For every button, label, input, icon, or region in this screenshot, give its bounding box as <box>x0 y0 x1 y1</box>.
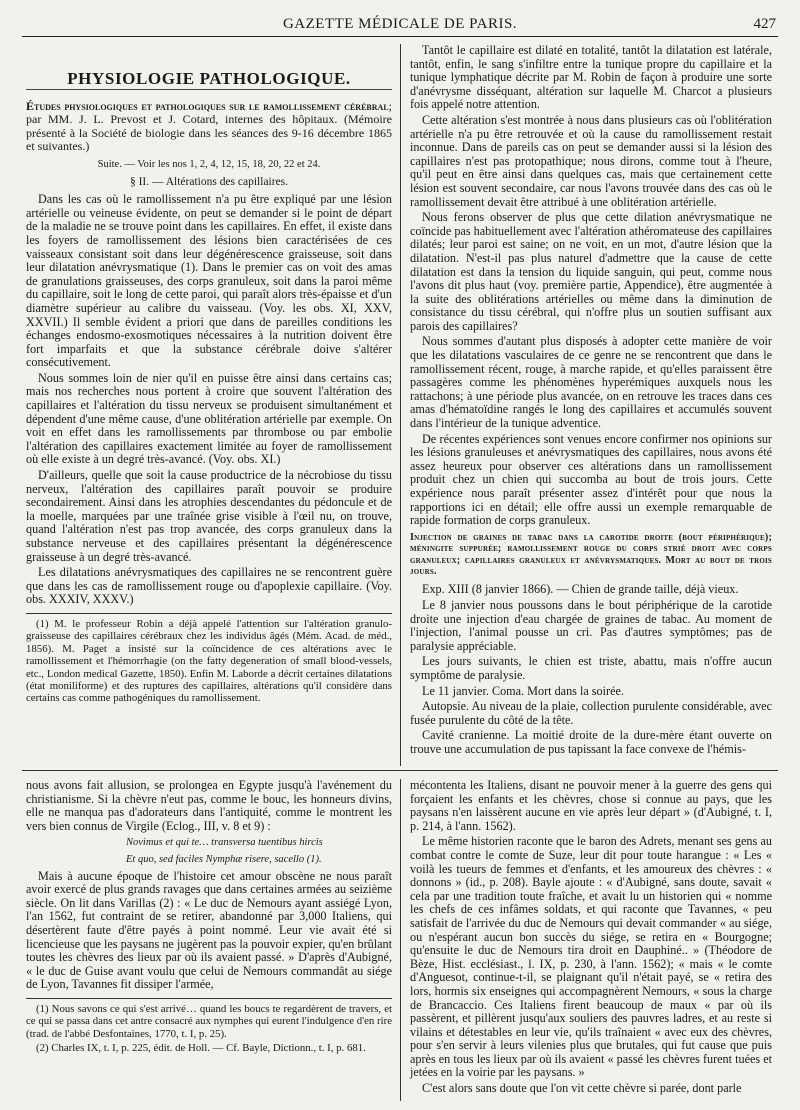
article-title <box>26 100 392 154</box>
column-divider-bottom <box>400 779 401 1101</box>
paragraph: D'ailleurs, quelle que soit la cause productrice de la nécrobiose du tissu nerveux, l'altération des capillaires paraît pouvoir se produire secondairement. Ainsi dans les atrophies descendantes du pédoncule et de la moelle, marquées par une traînée grise visible à l'œil nu, on trouve, quand l'altération n'est pas trop avancée, des corps granuleux dans la substance nerveuse et des capillaires présentant la dégénérescence graisseuse à un degré très-avancé. <box>26 468 392 564</box>
article-title-authors: ; par MM. J. L. Prevost et J. Cotard, internes des hôpitaux. (Mémoire présenté à la Société de biologie dans les séances des 9-16 décembre 1865 et suivantes.) <box>26 98 392 154</box>
paragraph: Nous sommes d'autant plus disposés à adopter cette manière de voir que les dilatations vasculaires de ce genre ne se rencontrent que dans le ramollissement récent, rouge, à marche rapide, et qu'elles paraissent être passagères comme les phénomènes hyperémiques auxquels nous les rattachons; à une période plus avancée, on en retrouve les traces dans ces amas d'hématoïdine rangés le long des capillaires et accumulés souvent dans l'intérieur de la tunique adventice. <box>410 334 772 431</box>
footnotes <box>26 1003 392 1055</box>
column-divider-top <box>400 44 401 766</box>
footnotes <box>26 618 392 705</box>
verse-line: Et quo, sed faciles Nymphæ risere, sacello (1). <box>126 853 322 865</box>
experiment-paragraph: Le 11 janvier. Coma. Mort dans la soirée. <box>422 683 624 698</box>
column-top-left <box>26 44 392 707</box>
journal-title: GAZETTE MÉDICALE DE PARIS. <box>282 16 518 32</box>
experiment-paragraph: Cavité cranienne. La moitié droite de la dure-mère étant ouverte on trouve une accumulation de pus tapissant la face convexe de l'hémis- <box>410 728 772 756</box>
paragraph: C'est alors sans doute que l'on vit cette chèvre si parée, dont parle <box>422 1081 742 1096</box>
paragraph: mécontenta les Italiens, disant ne pouvoir mener à la guerre des gens qui forçaient les enfants et les chèvres, chose si connue au pays, que les paysans n'en laissèrent aucune en vie après leur départ » (d'Aubigné, t. I, p. 214, à l'ann. 1562). <box>410 778 772 833</box>
verse-line: Novimus et qui te… transversa tuentibus hircis <box>126 837 323 849</box>
continuation-note: Suite. — Voir les nos 1, 2, 4, 12, 15, 18, 20, 22 et 24. <box>97 158 321 170</box>
paragraph: Tantôt le capillaire est dilaté en totalité, tantôt la dilatation est latérale, tantôt, enfin, le sang s'infiltre entre la tunique propre du capillaire et la tunique lymphatique décrite par M. Robin de façon à produire une sorte d'anévrysme disséquant, altération sur laquelle M. Charcot a plusieurs fois appelé notre attention. <box>410 43 772 112</box>
paragraph: Nous ferons observer de plus que cette dilation anévrysmatique ne coïncide pas habituellement avec l'altération athéromateuse des capillaires dilatés; leur paroi est saine; on ne voit, en un mot, d'autre lésion que la dilatation. N'est-il pas plus naturel d'admettre que la cause de cette dilatation est dans la tension du liquide sanguin, qui peut, comme nous l'avons dit plus haut (voy. première partie, Appendice), être augmentée à la suite des oblitérations artérielles ou même dans la diminution de consistance du tissu cérébral, qui n'offre plus un soutien suffisant aux parois des capillaires? <box>410 210 772 333</box>
paragraph: Le même historien raconte que le baron des Adrets, menant ses gens au combat contre le comte de Suze, leur dit pour toute harangue : « Les « voilà les tueurs de femmes et d'enfants, et les amoureux des chèvres : « donnons » (id., p. 208). Bayle ajoute : « d'Aubigné, sans doute, savait « cela par une tradition toute fraîche, et avait lu un historien qui « nomme les chefs de ces infâmes soldats, et qui raconte que Tavannes, « peu satisfait de l'arrivée du duc de Nemours qui devait commander « au siége, ou n'espérant aucun bon succès du siége, se retira en « Bourgogne; qu'ensuite le duc de Nemours tira droit en Dauphiné.. » (Théodore de Bèze, Hist. ecclésiast., l. IX, p. 230, à l'ann. 1562); « mais « le comte d'Anguesot, continue-t-il, se plaignant qu'il n'était payé, se « retira des lors, hormis six enseignes qui accompagnèrent Nemours, « sous la charge de Brancaccio. Ces Italiens firent beaucoup de maux « par où ils passèrent, et pillèrent jusqu'aux souliers des pauvres ladres, et au reste si vilains et détestables en leur vie, qu'ils traînaient « avec eux des chèvres, pour s'en servir à leurs vilenies plus que brutales, qui fut cause que puis après en tous les lieux par où ils avaient « passé les chèvres furent tuées et jetées en la voirie par les paysans. » <box>410 834 772 1080</box>
experiment-paragraph: Autopsie. Au niveau de la plaie, collection purulente considérable, avec fusée purulente du côté de la tête. <box>410 699 772 727</box>
paragraph: Dans les cas où le ramollissement n'a pu être expliqué par une lésion artérielle ou veineuse évidente, on peut se demander si le point de départ de la maladie ne se trouve point dans les capillaires. En effet, il existe dans les foyers de ramollissement des lésions bien caractérisées de ces vaisseaux consistant soit dans leur dégénérescence graisseuse, soit dans leur dilatation anévrysmatique (1). Dans le premier cas on voit des amas de granulations graisseuses, des corps granuleux, soit dans la paroi même du capillaire, soit le long de cette paroi, qui paraît alors très-épaisse et d'un diamètre supérieur au calibre du vaisseau. (Voy. les obs. XI, XXV, XXVII.) Il semble évident a priori que dans de pareilles conditions les échanges endosmo-exosmotiques nécessaires à la nutrition doivent être fort imparfaits et que la substance cérébrale doive s'altérer consécutivement. <box>26 192 392 370</box>
page-header <box>22 14 778 37</box>
paragraph: Les dilatations anévrysmatiques des capillaires ne se rencontrent guère que dans les cas de ramollissement rouge ou d'apoplexie capillaire. (Voy. obs. XXXIV, XXXV.) <box>26 565 392 607</box>
footnote: (1) Nous savons ce qui s'est arrivé… quand les boucs te regardèrent de travers, et ce qui se passa dans cet antre consacré aux nymphes qui eurent l'indulgence d'en rire (trad. de l'abbé Desfontaines, 1770, t. I, p. 25). <box>26 1002 392 1040</box>
experiment-paragraph: Les jours suivants, le chien est triste, abattu, mais n'offre aucun symptôme de paralysie. <box>410 654 772 682</box>
page-number: 427 <box>753 16 776 32</box>
footnote-rule <box>26 613 392 614</box>
column-bottom-right <box>410 779 772 1098</box>
column-bottom-left <box>26 779 392 1057</box>
section-title: PHYSIOLOGIE PATHOLOGIQUE. <box>26 72 392 90</box>
feuilleton-divider <box>22 770 778 771</box>
paragraph: De récentes expériences sont venues encore confirmer nos opinions sur les lésions granuleuses et anévrysmatiques des capillaires, nous avons été assez heureux pour observer ces altérations dans un ramollissement produit chez un chien qui succomba au bout de trois jours. Cette expérience nous paraît présenter assez d'intérêt pour que nous la rapportions ici en détail; elle offre aussi un exemple remarquable de rapide formation de corps granuleux. <box>410 431 772 528</box>
article-title-heading: Études physiologiques et pathologiques sur le ramollissement cérébral <box>26 98 389 113</box>
paragraph: Nous sommes loin de nier qu'il en puisse être ainsi dans certains cas; mais nos recherches nous portent à croire que souvent l'altération des capillaires et l'altération du tissu nerveux se produisent simultanément et dépendent d'une même cause, d'une oblitération artérielle par exemple. On voit en effet dans les ramollissements par thrombose ou par embolie l'altération des capillaires exactement limitée au foyer de ramollissement où elle existe à un degré très-avancé. (Voy. obs. XI.) <box>26 370 392 467</box>
footnote: (1) M. le professeur Robin a déjà appelé l'attention sur l'altération granulo-graisseuse des capillaires cérébraux chez les individus âgés (Mém. Acad. de méd., 1856). M. Paget a insisté sur la coïncidence de ces altérations avec le ramollissement et l'hémorrhagie (on the fatty degeneration of small blood-vessels, etc., London medical Gazette, 1850). Enfin M. Laborde a décrit certaines dilatations (état moniliforme) et des ruptures des capillaires, altérations qu'il considère dans certains cas comme pathogéniques du ramollissement. <box>26 617 392 705</box>
experiment-paragraph: Exp. XIII (8 janvier 1866). — Chien de grande taille, déjà vieux. <box>422 582 739 597</box>
paragraph: Mais à aucune époque de l'histoire cet amour obscène ne nous paraît avoir exercé de plus grands ravages que dans certaines armées au seizième siècle. On lit dans Varillas (2) : « Le duc de Nemours ayant assiégé Lyon, l'an 1562, fut contraint de se retirer, abandonné par 3,000 Italiens, qui désertèrent faute d'être payés à point nommé. Leur vie avait été si licencieuse que les paysans ne jugèrent pas la pouvoir expier, qu'en brûlant toutes les chèvres des lieux par où ils avaient passé. » D'après d'Aubigné, « le duc de Guise avant voulu que celui de Nemours commandât au siége de Lyon, Tavannes fit dissiper l'armée, <box>26 868 392 992</box>
experiment-heading: Injection de graines de tabac dans la carotide droite (bout périphérique); méningite suppurée; ramollissement rouge du corps strié droit avec corps granuleux; capillaires granuleux et anévrysmatiques. Mort au bout de trois jours. <box>410 531 772 577</box>
paragraph: nous avons fait allusion, se prolongea en Egypte jusqu'à l'avénement du christianisme. Si la chèvre n'eut pas, comme le bouc, les honneurs divins, elle ne manqua pas d'adorateurs dans l'antiquité, comme le montrent les vers bien connus de Virgile (Eclog., III, v. 8 et 9) : <box>26 778 392 833</box>
subsection-title: § II. — Altérations des capillaires. <box>129 175 289 188</box>
experiment-paragraph: Le 8 janvier nous poussons dans le bout périphérique de la carotide droite une injection d'eau chargée de graines de tabac. Au moment de l'injection, l'animal pousse un cri. Pas d'autres symptômes; pas de paralysie appréciable. <box>410 598 772 653</box>
footnote: (2) Charles IX, t. I, p. 225, édit. de Holl. — Cf. Bayle, Dictionn., t. I, p. 681. <box>36 1042 366 1055</box>
footnote-rule <box>26 998 392 999</box>
paragraph: Cette altération s'est montrée à nous dans plusieurs cas où l'oblitération artérielle n'a pu être retrouvée et où la cause du ramollissement restait inconnue. Dans de pareils cas on peut se demander aussi si la lésion des capillaires n'est pas protopathique; nous dirons, comme tout à l'heure, qu'il peut en être ainsi dans quelques cas, mais que certainement cette lésion est souvent secondaire, car nous l'avons trouvée dans des cas où le ramollissement devait être attribué à une oblitération artérielle. <box>410 112 772 209</box>
column-top-right <box>410 44 772 759</box>
